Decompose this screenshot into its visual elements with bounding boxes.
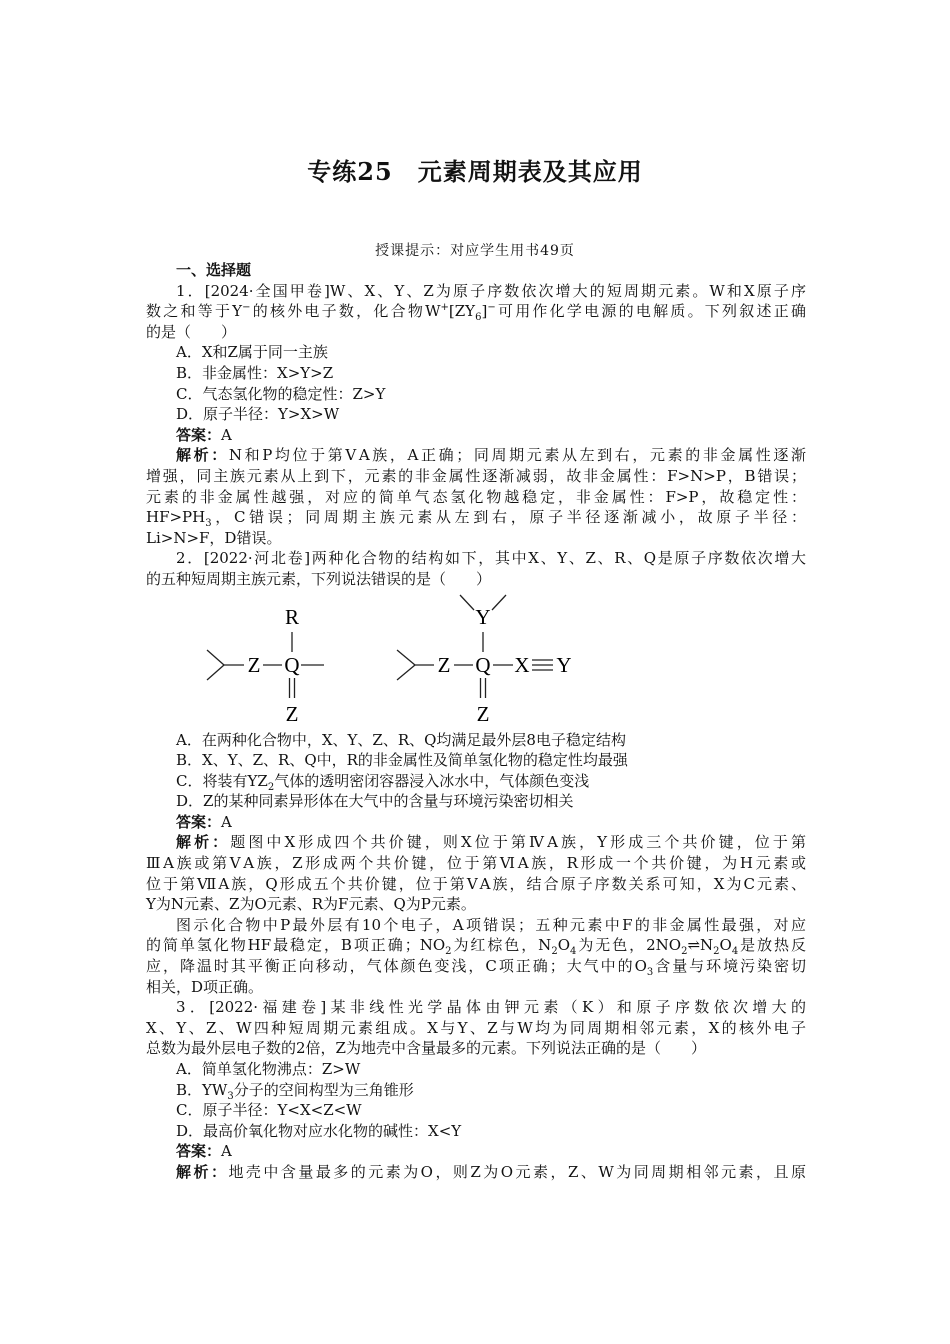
struct2-atom-y-top: Y: [475, 604, 491, 629]
struct1-atom-z-bottom: Z: [285, 701, 299, 726]
q2-analysis-p2-line3: 应，降温时其平衡正向移动，气体颜色变浅，C项正确；大气中的$O_3$含量与环境污染密切: [146, 957, 806, 979]
q1-stem-line1: 1．[2024·全国甲卷]W、X、Y、Z为原子序数依次增大的短周期元素。W和X原子序: [176, 281, 806, 300]
q3-stem-line3: 总数为最外层电子数的2倍，Z为地壳中含量最多的元素。下列说法正确的是（ ）: [146, 1039, 706, 1058]
q2-option-d: D．Z的某种同素异形体在大气中的含量与环境污染密切相关: [176, 792, 574, 811]
structure-1-bonds: [207, 632, 324, 698]
struct2-atom-x: X: [514, 652, 530, 677]
content-body: [146, 260, 806, 1183]
q1-option-b: B．非金属性：X>Y>Z: [176, 363, 334, 382]
q3-stem-line1: 3．[2022·福建卷]某非线性光学晶体由钾元素（K）和原子序数依次增大的: [176, 998, 806, 1017]
structure-svg: [202, 590, 602, 730]
page-title: 专练25 元素周期表及其应用: [307, 157, 643, 186]
q1-analysis-line3: 元素的非金属性越强，对应的简单气态氢化物越稳定，非金属性：F>P，故稳定性：: [146, 487, 806, 506]
q3-stem-line2: X、Y、Z、W四种短周期元素组成。X与Y、Z与W均为同周期相邻元素，X的核外电子: [146, 1018, 806, 1037]
section-heading: 一、选择题: [176, 261, 252, 279]
struct2-atom-z-bottom: Z: [476, 701, 490, 726]
q2-analysis-line4: Y为N元素、Z为O元素、R为F元素、Q为P元素。: [146, 895, 476, 914]
q1-option-a: A．X和Z属于同一主族: [176, 343, 328, 362]
q1-analysis-line4: $HF>PH_3$，C错误；同周期主族元素从左到右，原子半径逐渐减小，故原子半径：: [146, 508, 806, 530]
struct2-atom-q: Q: [475, 652, 491, 677]
q1-option-d: D．原子半径：Y>X>W: [176, 405, 340, 424]
q1-analysis-line1: 解析：N和P均位于第ⅤA族，A正确；同周期元素从左到右，元素的非金属性逐渐: [176, 446, 806, 465]
q2-stem-line1: 2．[2022·河北卷]两种化合物的结构如下，其中X、Y、Z、R、Q是原子序数依次增大: [176, 549, 806, 568]
q2-analysis-line1: 解析：题图中X形成四个共价键，则X位于第ⅣA族，Y形成三个共价键，位于第: [176, 833, 806, 852]
q1-analysis-line2: 增强，同主族元素从上到下，元素的非金属性逐渐减弱，故非金属性：F>N>P，B错误；: [146, 466, 806, 485]
teaching-hint: 授课提示：对应学生用书49页: [375, 243, 575, 259]
q2-option-a: A．在两种化合物中，X、Y、Z、R、Q均满足最外层8电子稳定结构: [176, 730, 626, 749]
q2-analysis-p2-line4: 相关，D项正确。: [146, 977, 264, 996]
q1-stem-line3: 的是（ ）: [146, 322, 237, 341]
q3-analysis-line1: 解析：地壳中含量最多的元素为O，则Z为O元素，Z、W为同周期相邻元素，且原: [176, 1162, 806, 1181]
q3-option-d: D．最高价氧化物对应水化物的碱性：X<Y: [176, 1121, 462, 1140]
q3-answer: 答案：A: [176, 1142, 232, 1161]
struct1-atom-q: Q: [284, 652, 300, 677]
struct1-atom-r: R: [284, 604, 300, 629]
q2-option-c: C．将装有$YZ_2$气体的透明密闭容器浸入冰水中，气体颜色变浅: [176, 771, 590, 793]
q2-option-b: B．X、Y、Z、R、Q中，R的非金属性及简单氢化物的稳定性均最强: [176, 751, 628, 770]
struct2-atom-y-right: Y: [556, 652, 572, 677]
q2-analysis-line2: ⅢA族或第ⅤA族，Z形成两个共价键，位于第ⅥA族，R形成一个共价键，为H元素或: [146, 854, 806, 873]
struct2-atom-z-left: Z: [437, 652, 451, 677]
q1-analysis-line5: Li>N>F，D错误。: [146, 528, 282, 547]
q2-analysis-line3: 位于第ⅦA族，Q形成五个共价键，位于第ⅤA族，结合原子序数关系可知，X为C元素、: [146, 874, 806, 893]
q3-option-c: C．原子半径：Y<X<Z<W: [176, 1101, 362, 1120]
q2-stem-line2: 的五种短周期主族元素，下列说法错误的是（ ）: [146, 569, 492, 588]
structure-diagrams: [146, 590, 806, 730]
q1-answer: 答案：A: [176, 425, 232, 444]
q1-option-c: C．气态氢化物的稳定性：Z>Y: [176, 384, 386, 403]
q2-analysis-p2-line2: 的简单氢化物HF最稳定，B项正确；$NO_2$为红棕色，$N_2O_4$为无色，$2NO_2\rightleftharpoons N_2O_4$是放热反: [146, 936, 807, 958]
q2-analysis-p2-line1: 图示化合物中P最外层有10个电子，A项错误；五种元素中F的非金属性最强，对应: [176, 915, 806, 934]
q3-option-a: A．简单氢化物沸点：Z>W: [176, 1060, 361, 1078]
q1-stem-line2: 数之和等于Y−的核外电子数，化合物$W^+[ZY_6]^-$可用作化学电源的电解质。下列叙述正确: [146, 302, 806, 324]
q2-answer: 答案：A: [176, 812, 232, 831]
q3-option-b: B．$YW_3$分子的空间构型为三角锥形: [176, 1080, 414, 1102]
struct1-atom-z-left: Z: [247, 652, 261, 677]
